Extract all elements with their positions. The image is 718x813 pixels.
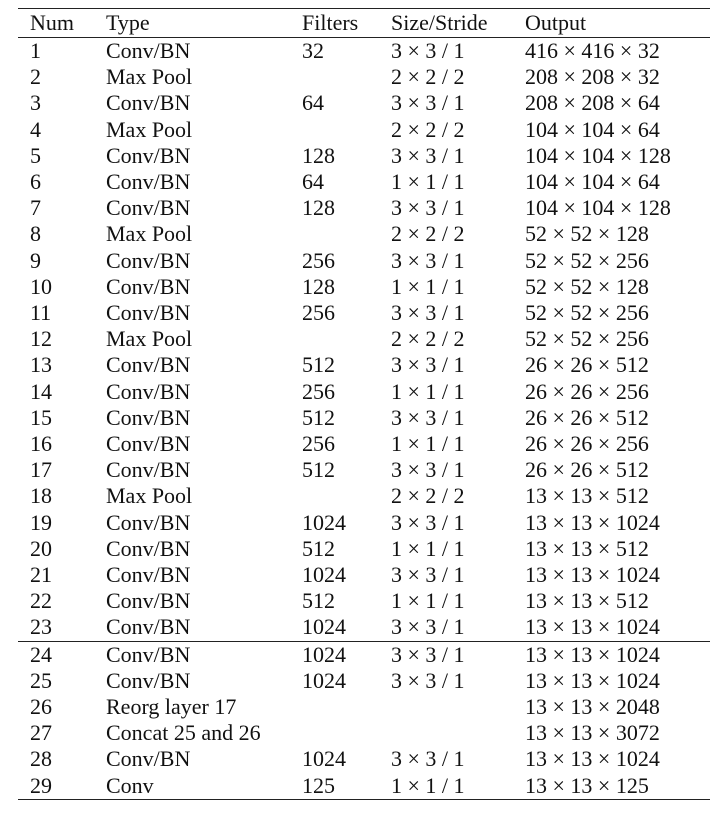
cell-num: 25 [30, 667, 52, 693]
cell-output: 13 × 13 × 512 [525, 483, 649, 509]
table-row [18, 143, 710, 169]
cell-size-stride: 3 × 3 / 1 [391, 746, 465, 772]
cell-size-stride: 2 × 2 / 2 [391, 483, 465, 509]
cell-type: Conv/BN [106, 195, 191, 221]
cell-num: 3 [30, 90, 41, 116]
table-row [18, 668, 710, 694]
cell-num: 10 [30, 273, 52, 299]
cell-output: 13 × 13 × 1024 [525, 641, 710, 668]
cell-num: 18 [30, 483, 52, 509]
cell-num: 14 [30, 378, 52, 404]
cell-size-stride: 1 × 1 / 1 [391, 378, 465, 404]
table-row [18, 300, 710, 326]
cell-num: 6 [30, 169, 41, 195]
cell-type: Conv/BN [106, 535, 191, 561]
cell-filters [302, 326, 391, 352]
cell-filters: 1024 [302, 667, 346, 693]
cell-size-stride: 3 × 3 / 1 [391, 509, 465, 535]
cell-filters: 128 [302, 195, 335, 221]
cell-filters: 128 [302, 142, 335, 168]
cell-output: 26 × 26 × 256 [525, 378, 649, 404]
cell-type: Max Pool [106, 221, 193, 247]
cell-num: 9 [30, 247, 41, 273]
cell-filters: 64 [302, 90, 324, 116]
table-row [18, 38, 710, 65]
cell-num: 19 [30, 509, 52, 535]
cell-output: 13 × 13 × 512 [525, 588, 649, 614]
cell-type: Conv/BN [106, 509, 191, 535]
table-row [18, 562, 710, 588]
cell-type: Max Pool [106, 326, 193, 352]
table-row [18, 169, 710, 195]
cell-type: Max Pool [106, 64, 193, 90]
cell-num: 5 [30, 142, 41, 168]
cell-filters [302, 694, 391, 720]
cell-filters [302, 221, 391, 247]
table-row [18, 248, 710, 274]
table-row [18, 457, 710, 483]
cell-type: Conv/BN [106, 142, 191, 168]
cell-type: Conv/BN [106, 90, 191, 116]
cell-filters: 1024 [302, 509, 346, 535]
cell-filters: 1024 [302, 746, 346, 772]
cell-type: Conv/BN [106, 273, 191, 299]
cell-size-stride: 2 × 2 / 2 [391, 64, 465, 90]
header-filters: Filters [302, 10, 359, 35]
cell-num: 8 [30, 221, 41, 247]
cell-output: 52 × 52 × 128 [525, 273, 649, 299]
cell-size-stride: 3 × 3 / 1 [391, 614, 465, 640]
cell-num: 26 [30, 694, 52, 720]
cell-size-stride: 3 × 3 / 1 [391, 90, 465, 116]
cell-size-stride: 3 × 3 / 1 [391, 641, 525, 668]
cell-output: 52 × 52 × 256 [525, 326, 649, 352]
cell-type: Max Pool [106, 116, 193, 142]
cell-num: 4 [30, 116, 41, 142]
cell-size-stride: 3 × 3 / 1 [391, 352, 465, 378]
cell-output: 104 × 104 × 64 [525, 169, 660, 195]
cell-output: 52 × 52 × 256 [525, 247, 649, 273]
cell-type: Conv/BN [106, 457, 191, 483]
cell-type: Conv/BN [106, 378, 191, 404]
cell-filters: 1024 [302, 641, 391, 668]
cell-filters: 256 [302, 247, 335, 273]
table-row [18, 195, 710, 221]
cell-num: 13 [30, 352, 52, 378]
cell-size-stride: 3 × 3 / 1 [391, 457, 465, 483]
table-row [18, 773, 710, 799]
cell-filters: 512 [302, 535, 335, 561]
cell-size-stride: 1 × 1 / 1 [391, 535, 465, 561]
table-row [18, 641, 710, 668]
cell-size-stride: 3 × 3 / 1 [391, 404, 465, 430]
cell-filters: 125 [302, 772, 335, 798]
cell-output: 104 × 104 × 128 [525, 195, 671, 221]
cell-output: 13 × 13 × 1024 [525, 614, 660, 640]
cell-output: 416 × 416 × 32 [525, 38, 710, 65]
cell-output: 13 × 13 × 1024 [525, 746, 660, 772]
cell-filters: 512 [302, 404, 335, 430]
table-row [18, 746, 710, 772]
cell-filters [302, 117, 391, 143]
cell-filters [302, 64, 391, 90]
architecture-table [18, 9, 710, 799]
table-row [18, 64, 710, 90]
cell-num: 16 [30, 431, 52, 457]
cell-type: Conv/BN [106, 562, 191, 588]
header-num: Num [30, 10, 74, 35]
cell-output: 13 × 13 × 125 [525, 772, 649, 798]
cell-type: Max Pool [106, 483, 193, 509]
cell-type: Conv [106, 772, 154, 798]
cell-output: 13 × 13 × 1024 [525, 509, 660, 535]
cell-size-stride: 3 × 3 / 1 [391, 142, 465, 168]
cell-filters: 512 [302, 352, 335, 378]
cell-output: 13 × 13 × 1024 [525, 562, 660, 588]
header-row [18, 9, 710, 38]
cell-type: Conv/BN [106, 667, 191, 693]
cell-size-stride [391, 694, 525, 720]
cell-size-stride: 1 × 1 / 1 [391, 772, 465, 798]
cell-size-stride: 2 × 2 / 2 [391, 221, 465, 247]
cell-size-stride: 3 × 3 / 1 [391, 667, 465, 693]
cell-output: 13 × 13 × 2048 [525, 694, 660, 720]
cell-num: 23 [30, 614, 52, 640]
cell-type: Conv/BN [106, 404, 191, 430]
cell-num: 28 [30, 746, 52, 772]
cell-output: 13 × 13 × 3072 [525, 720, 660, 746]
cell-num: 12 [30, 326, 52, 352]
cell-num: 20 [30, 535, 52, 561]
cell-filters: 512 [302, 457, 335, 483]
cell-filters: 32 [302, 38, 391, 65]
cell-type: Conv/BN [106, 746, 191, 772]
cell-num: 17 [30, 457, 52, 483]
cell-output: 13 × 13 × 1024 [525, 667, 660, 693]
cell-size-stride: 3 × 3 / 1 [391, 195, 465, 221]
cell-output: 104 × 104 × 128 [525, 142, 671, 168]
bottom-rule [18, 799, 710, 800]
cell-type: Conv/BN [106, 300, 191, 326]
cell-size-stride: 3 × 3 / 1 [391, 38, 525, 65]
cell-filters [302, 720, 391, 746]
cell-output: 26 × 26 × 512 [525, 404, 649, 430]
cell-num: 15 [30, 404, 52, 430]
cell-filters: 256 [302, 300, 335, 326]
cell-size-stride: 1 × 1 / 1 [391, 431, 465, 457]
cell-size-stride: 1 × 1 / 1 [391, 169, 465, 195]
cell-size-stride: 1 × 1 / 1 [391, 588, 465, 614]
table-row [18, 379, 710, 405]
cell-size-stride: 3 × 3 / 1 [391, 247, 465, 273]
cell-filters: 1024 [302, 562, 346, 588]
cell-output: 104 × 104 × 64 [525, 116, 660, 142]
header-output: Output [525, 10, 587, 35]
cell-output: 26 × 26 × 512 [525, 457, 649, 483]
cell-num: 24 [18, 641, 106, 668]
cell-filters [302, 483, 391, 509]
table-body [18, 38, 710, 799]
table-row [18, 510, 710, 536]
cell-num: 11 [30, 300, 52, 326]
cell-size-stride: 2 × 2 / 2 [391, 116, 465, 142]
cell-type: Conv/BN [106, 169, 191, 195]
cell-num: 7 [30, 195, 41, 221]
cell-filters: 1024 [302, 614, 346, 640]
cell-filters: 256 [302, 431, 335, 457]
cell-type: Conv/BN [106, 352, 191, 378]
cell-filters: 512 [302, 588, 335, 614]
cell-output: 13 × 13 × 512 [525, 535, 649, 561]
cell-num: 1 [18, 38, 106, 65]
table-row [18, 274, 710, 300]
table-row [18, 405, 710, 431]
cell-filters: 128 [302, 273, 335, 299]
table-row [18, 431, 710, 457]
cell-output: 26 × 26 × 512 [525, 352, 649, 378]
layer-table [18, 8, 710, 800]
table-row [18, 352, 710, 378]
header-type: Type [106, 10, 150, 35]
cell-num: 21 [30, 562, 52, 588]
table-row [18, 720, 710, 746]
table-row [18, 588, 710, 614]
cell-output: 52 × 52 × 256 [525, 300, 649, 326]
cell-type: Conv/BN [106, 247, 191, 273]
cell-type: Conv/BN [106, 38, 302, 65]
table-row [18, 694, 710, 720]
cell-type: Conv/BN [106, 588, 191, 614]
cell-size-stride: 3 × 3 / 1 [391, 300, 465, 326]
cell-output: 52 × 52 × 128 [525, 221, 649, 247]
table-row [18, 614, 710, 641]
table-row [18, 483, 710, 509]
header-size-stride: Size/Stride [391, 10, 488, 35]
cell-num: 27 [30, 720, 52, 746]
table-row [18, 90, 710, 116]
cell-filters: 64 [302, 169, 324, 195]
cell-type: Concat 25 and 26 [106, 720, 261, 746]
table-row [18, 117, 710, 143]
cell-type: Reorg layer 17 [106, 694, 237, 720]
cell-output: 26 × 26 × 256 [525, 431, 649, 457]
cell-size-stride: 3 × 3 / 1 [391, 562, 465, 588]
table-row [18, 326, 710, 352]
cell-num: 29 [30, 772, 52, 798]
cell-type: Conv/BN [106, 614, 191, 640]
cell-size-stride: 1 × 1 / 1 [391, 273, 465, 299]
cell-size-stride [391, 720, 525, 746]
cell-type: Conv/BN [106, 431, 191, 457]
cell-filters: 256 [302, 378, 335, 404]
cell-output: 208 × 208 × 64 [525, 90, 660, 116]
cell-num: 22 [30, 588, 52, 614]
cell-num: 2 [30, 64, 41, 90]
cell-output: 208 × 208 × 32 [525, 64, 660, 90]
table-row [18, 221, 710, 247]
cell-type: Conv/BN [106, 641, 302, 668]
table-row [18, 536, 710, 562]
cell-size-stride: 2 × 2 / 2 [391, 326, 465, 352]
